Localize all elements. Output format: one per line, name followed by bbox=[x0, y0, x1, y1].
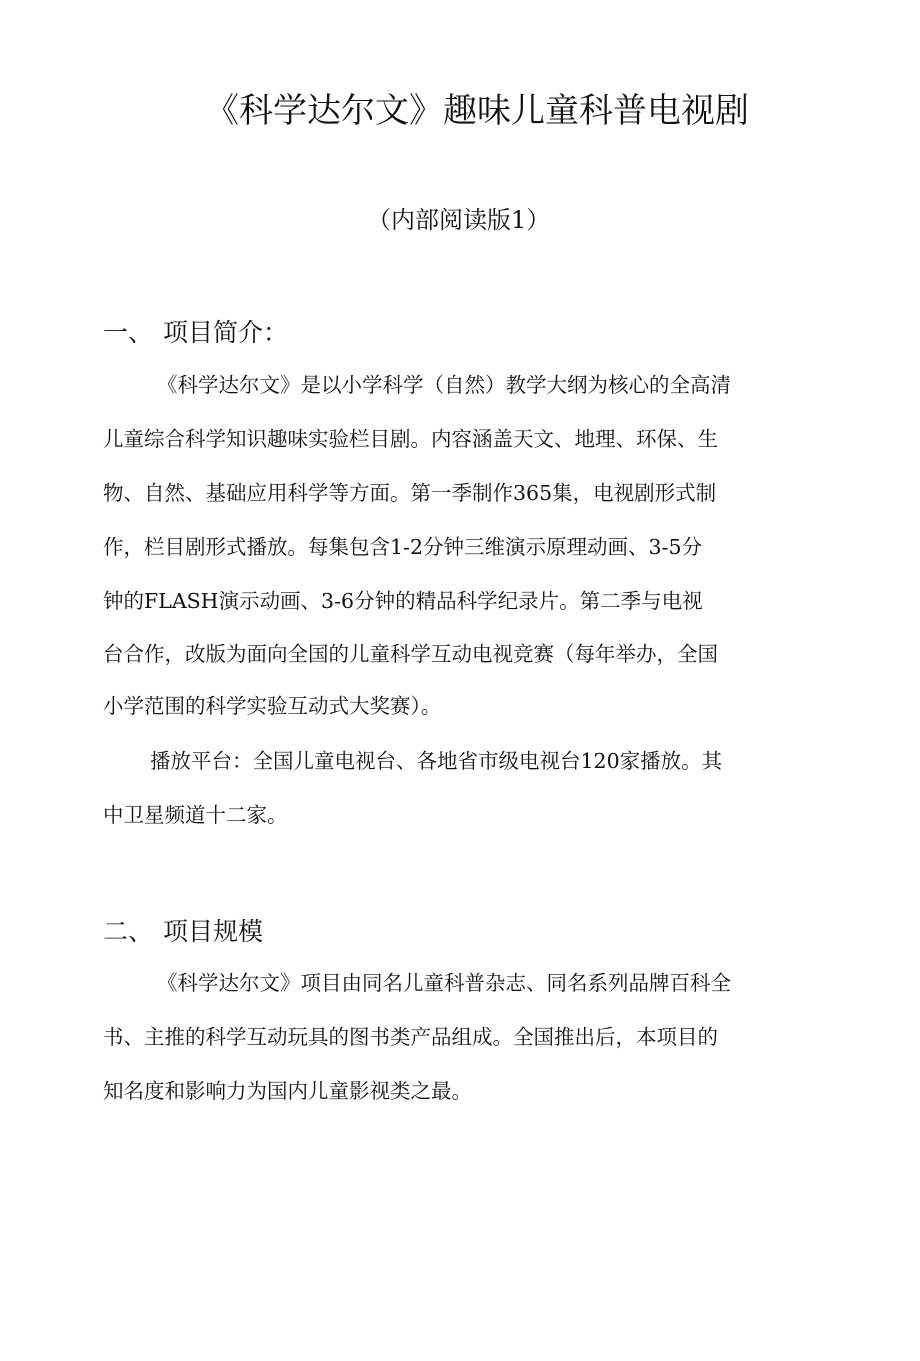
section-title: 项目简介： bbox=[163, 318, 289, 347]
paragraph-line: 播放平台：全国儿童电视台、各地省市级电视台120家播放。其 bbox=[150, 749, 723, 773]
paragraph-line: 小学范围的科学实验互动式大奖赛）。 bbox=[103, 694, 442, 718]
section-heading-intro bbox=[103, 315, 288, 351]
paragraph-line: 《科学达尔文》是以小学科学（自然）教学大纲为核心的全高清 bbox=[157, 373, 731, 397]
paragraph-line: 书、主推的科学互动玩具的图书类产品组成。全国推出后，本项目的 bbox=[103, 1025, 718, 1049]
paragraph-line: 中卫星频道十二家。 bbox=[103, 803, 288, 827]
document-title: 《科学达尔文》趣味儿童科普电视剧 bbox=[205, 91, 749, 131]
paragraph-line: 《科学达尔文》项目由同名儿童科普杂志、同名系列品牌百科全 bbox=[157, 971, 731, 995]
section-title: 项目规模 bbox=[163, 917, 264, 946]
paragraph-line: 钟的FLASH演示动画、3-6分钟的精品科学纪录片。第二季与电视 bbox=[103, 589, 703, 613]
paragraph-line: 儿童综合科学知识趣味实验栏目剧。内容涵盖天文、地理、环保、生 bbox=[103, 427, 718, 451]
paragraph-line: 知名度和影响力为国内儿童影视类之最。 bbox=[103, 1079, 472, 1103]
document-subtitle: （内部阅读版1） bbox=[367, 206, 551, 234]
paragraph-line: 作，栏目剧形式播放。每集包含1-2分钟三维演示原理动画、3-5分 bbox=[103, 535, 703, 559]
paragraph-line: 台合作，改版为面向全国的儿童科学互动电视竞赛（每年举办，全国 bbox=[103, 642, 718, 666]
section-heading-scale bbox=[103, 914, 263, 950]
paragraph-line: 物、自然、基础应用科学等方面。第一季制作365集，电视剧形式制 bbox=[103, 481, 717, 505]
section-number: 二、 bbox=[103, 917, 154, 946]
section-number: 一、 bbox=[103, 318, 154, 347]
